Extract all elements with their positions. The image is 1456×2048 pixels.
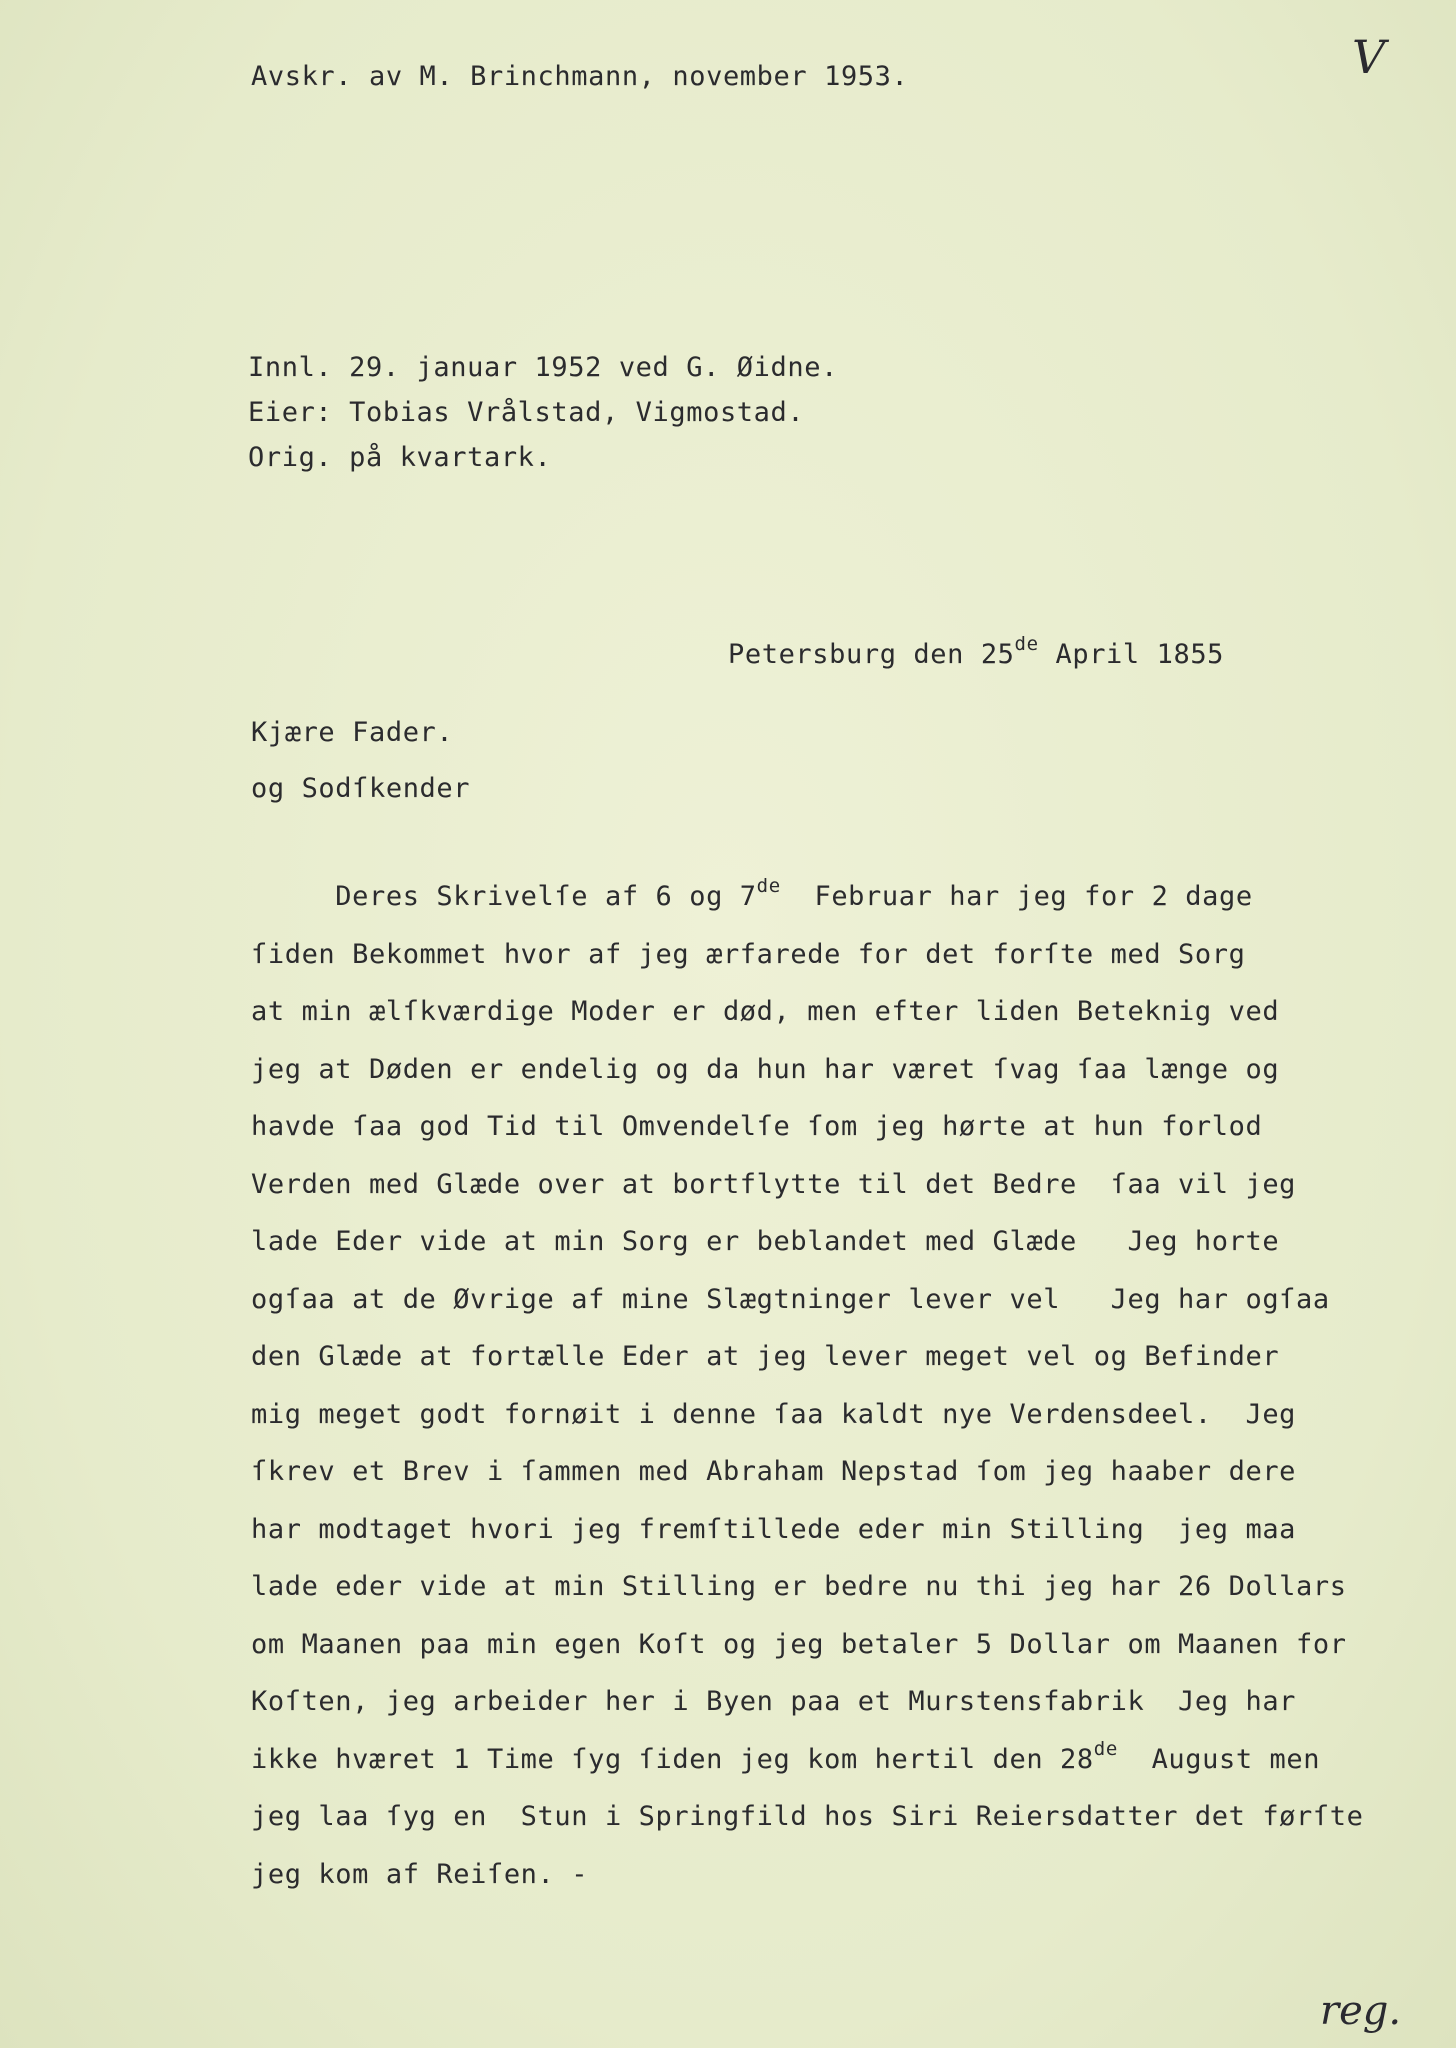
salutation-continued: og Sodſkender [251, 773, 471, 804]
letter-date [728, 633, 1225, 672]
letter-body-line [251, 1053, 1279, 1087]
registered-mark: reg. [1320, 1988, 1402, 2034]
body-text: ſkrev et Brev i ſammen med Abraham Nepstad ſom jeg haaber dere [251, 1456, 1297, 1487]
letter-body-line [251, 1110, 1262, 1144]
date-prefix: Petersburg den 25 [728, 639, 1015, 670]
letter-body-line [251, 1685, 1296, 1719]
letter-body-line [251, 1168, 1296, 1202]
body-text: ſiden Bekommet hvor af jeg ærfarede for det forſte med Sorg [251, 939, 1246, 970]
body-text: ogſaa at de Øvrige af mine Slægtninger lever vel Jeg har ogſaa [251, 1284, 1330, 1315]
letter-body-line [251, 1628, 1347, 1662]
body-text: Koſten, jeg arbeider her i Byen paa et Murstensfabrik Jeg har [251, 1686, 1297, 1717]
transcription-note: Avskr. av M. Brinchmann, november 1953. [251, 61, 909, 92]
letter-body-line [251, 1455, 1296, 1489]
body-text: ikke hværet 1 Time ſyg ſiden jeg kom hertil den 28 [251, 1744, 1094, 1775]
letter-body-line [251, 1283, 1330, 1317]
body-text: jeg laa ſyg en Stun i Springfild hos Siri Reiersdatter det førſte [251, 1801, 1364, 1832]
letter-body-line [251, 1398, 1296, 1432]
body-text: har modtaget hvori jeg fremſtillede eder min Stilling jeg maa [251, 1514, 1297, 1545]
letter-body-line [251, 1225, 1279, 1259]
body-text-continued: Februar har jeg for 2 dage [780, 881, 1253, 912]
body-text: den Glæde at fortælle Eder at jeg lever meget vel og Befinder [251, 1341, 1280, 1372]
body-text: Deres Skrivelſe af 6 og 7 [251, 881, 757, 912]
salutation: Kjære Fader. [251, 717, 454, 748]
letter-body-line [251, 938, 1245, 972]
letter-body-line [251, 1800, 1363, 1834]
owner-line: Eier: Tobias Vrålstad, Vigmostad. [248, 397, 805, 428]
letter-body-line [251, 875, 1253, 914]
ordinal-superscript: de [1093, 1738, 1118, 1760]
corner-checkmark: V [1352, 30, 1386, 84]
body-text: jeg kom af Reiſen. - [251, 1859, 589, 1890]
date-suffix: April 1855 [1038, 639, 1225, 670]
body-text: at min ælſkværdige Moder er død, men efter liden Beteknig ved [251, 996, 1280, 1027]
body-text: jeg at Døden er endelig og da hun har været ſvag ſaa længe og [251, 1054, 1280, 1085]
letter-body-line [251, 1340, 1279, 1374]
body-text: om Maanen paa min egen Koſt og jeg betaler 5 Dollar om Maanen for [251, 1629, 1347, 1660]
body-text: lade Eder vide at min Sorg er beblandet med Glæde Jeg horte [251, 1226, 1280, 1257]
body-text: havde ſaa god Tid til Omvendelſe ſom jeg hørte at hun forlod [251, 1111, 1263, 1142]
received-line: Innl. 29. januar 1952 ved G. Øidne. [248, 352, 838, 383]
original-line: Orig. på kvartark. [248, 442, 552, 473]
date-superscript: de [1014, 633, 1039, 655]
ordinal-superscript: de [756, 875, 781, 897]
letter-body-line [251, 1570, 1347, 1604]
body-text: Verden med Glæde over at bortflytte til det Bedre ſaa vil jeg [251, 1169, 1297, 1200]
body-text-continued: August men [1117, 1744, 1321, 1775]
letter-body-line [251, 1858, 588, 1892]
letter-body-line [251, 1513, 1296, 1547]
letter-body-line [251, 1738, 1321, 1777]
body-text: lade eder vide at min Stilling er bedre nu thi jeg har 26 Dollars [251, 1571, 1347, 1602]
letter-body-line [251, 995, 1279, 1029]
body-text: mig meget godt fornøit i denne ſaa kaldt nye Verdensdeel. Jeg [251, 1399, 1297, 1430]
